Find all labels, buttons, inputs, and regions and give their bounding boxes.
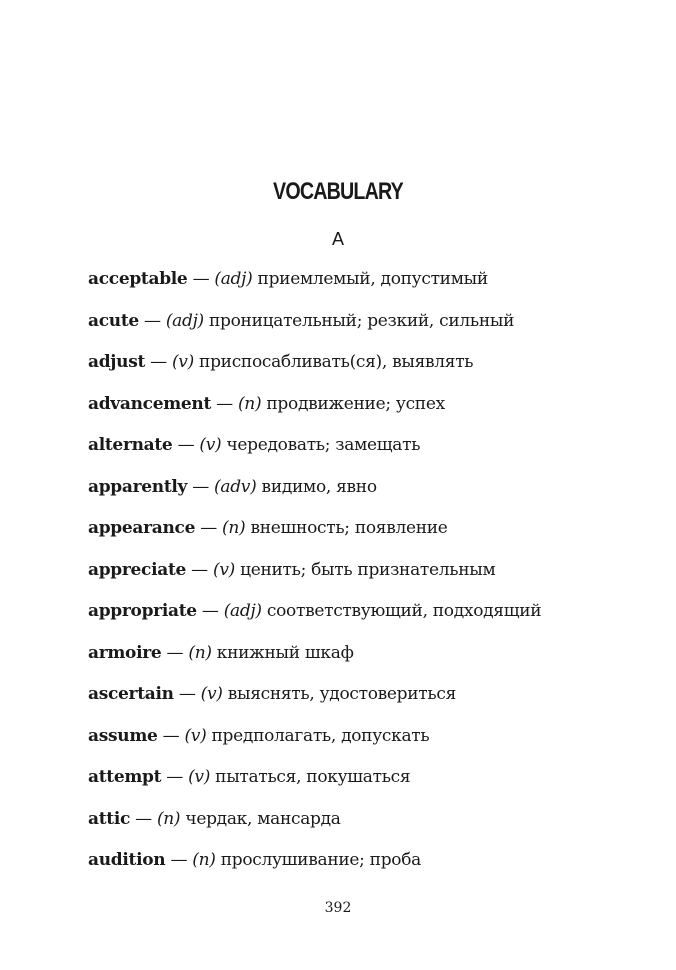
vocabulary-entry: [88, 722, 668, 764]
entry-part-of-speech: (v): [212, 559, 235, 580]
entry-part-of-speech: (n): [192, 850, 216, 870]
page-title: VOCABULARY: [273, 178, 403, 205]
entry-dash: —: [177, 435, 195, 455]
vocabulary-entry: [88, 348, 668, 390]
entry-dash: —: [192, 269, 210, 289]
entry-term: appreciate: [88, 559, 187, 580]
entry-dash: —: [191, 559, 208, 580]
entry-definition: книжный шкаф: [216, 642, 354, 663]
vocabulary-entry: [88, 805, 668, 847]
vocabulary-entry: [88, 846, 668, 888]
entry-term: alternate: [88, 435, 173, 455]
entry-term: ascertain: [88, 684, 174, 704]
entry-definition: ценить; быть признательным: [240, 559, 496, 580]
vocabulary-entry: [88, 514, 668, 556]
entry-term: advancement: [88, 393, 212, 414]
entry-dash: —: [135, 808, 152, 829]
entry-definition: видимо, явно: [261, 476, 377, 497]
entry-term: appropriate: [88, 601, 197, 621]
entry-definition: приспосабливать(ся), выявлять: [199, 352, 474, 372]
entry-definition: чередовать; замещать: [226, 435, 421, 455]
entry-part-of-speech: (v): [184, 725, 207, 746]
entry-definition: предполагать, допускать: [211, 725, 430, 746]
vocabulary-entry: [88, 763, 668, 805]
entry-term: adjust: [88, 352, 146, 372]
entry-dash: —: [150, 352, 167, 372]
vocabulary-entry: [88, 680, 668, 722]
entry-part-of-speech: (v): [199, 435, 222, 455]
vocabulary-entry: [88, 597, 668, 639]
entry-dash: —: [166, 642, 184, 663]
entry-part-of-speech: (v): [188, 767, 211, 787]
entry-definition: продвижение; успех: [266, 393, 445, 414]
entry-dash: —: [170, 850, 188, 870]
entry-part-of-speech: (adj): [214, 269, 253, 289]
entry-dash: —: [200, 518, 217, 538]
entry-definition: выяснять, удостовериться: [227, 684, 456, 704]
section-letter: A: [331, 229, 344, 249]
vocabulary-entry: [88, 265, 668, 307]
entry-part-of-speech: (n): [222, 518, 246, 538]
entry-definition: чердак, мансарда: [185, 808, 341, 829]
vocabulary-entry: [88, 639, 668, 681]
entry-dash: —: [201, 601, 219, 621]
entry-definition: приемлемый, допустимый: [257, 269, 488, 289]
vocabulary-list: [88, 265, 668, 888]
entry-term: attic: [88, 808, 131, 829]
entry-part-of-speech: (v): [200, 684, 223, 704]
entry-term: audition: [88, 850, 166, 870]
entry-part-of-speech: (n): [188, 642, 212, 663]
entry-part-of-speech: (adj): [165, 310, 204, 331]
entry-term: acute: [88, 310, 139, 331]
entry-dash: —: [162, 725, 180, 746]
entry-definition: прослушивание; проба: [220, 850, 421, 870]
entry-definition: соответствующий, подходящий: [266, 601, 542, 621]
vocabulary-entry: [88, 390, 668, 432]
entry-part-of-speech: (v): [171, 352, 194, 372]
entry-part-of-speech: (n): [237, 393, 262, 414]
entry-term: attempt: [88, 767, 162, 787]
entry-dash: —: [216, 393, 233, 414]
entry-term: armoire: [88, 642, 162, 663]
entry-dash: —: [166, 767, 183, 787]
entry-term: acceptable: [88, 269, 188, 289]
entry-definition: пытаться, покушаться: [215, 767, 411, 787]
entry-dash: —: [144, 310, 161, 331]
entry-definition: внешность; появление: [250, 518, 448, 538]
entry-term: assume: [88, 725, 158, 746]
vocabulary-entry: [88, 307, 668, 349]
entry-dash: —: [192, 476, 209, 497]
entry-dash: —: [178, 684, 196, 704]
entry-term: appearance: [88, 518, 196, 538]
entry-definition: проницательный; резкий, сильный: [209, 310, 515, 331]
entry-part-of-speech: (adv): [214, 476, 257, 497]
page-number: 392: [324, 900, 352, 916]
entry-part-of-speech: (n): [156, 808, 181, 829]
entry-term: apparently: [88, 476, 188, 497]
vocabulary-entry: [88, 431, 668, 473]
vocabulary-entry: [88, 556, 668, 598]
entry-part-of-speech: (adj): [223, 601, 262, 621]
vocabulary-entry: [88, 473, 668, 515]
